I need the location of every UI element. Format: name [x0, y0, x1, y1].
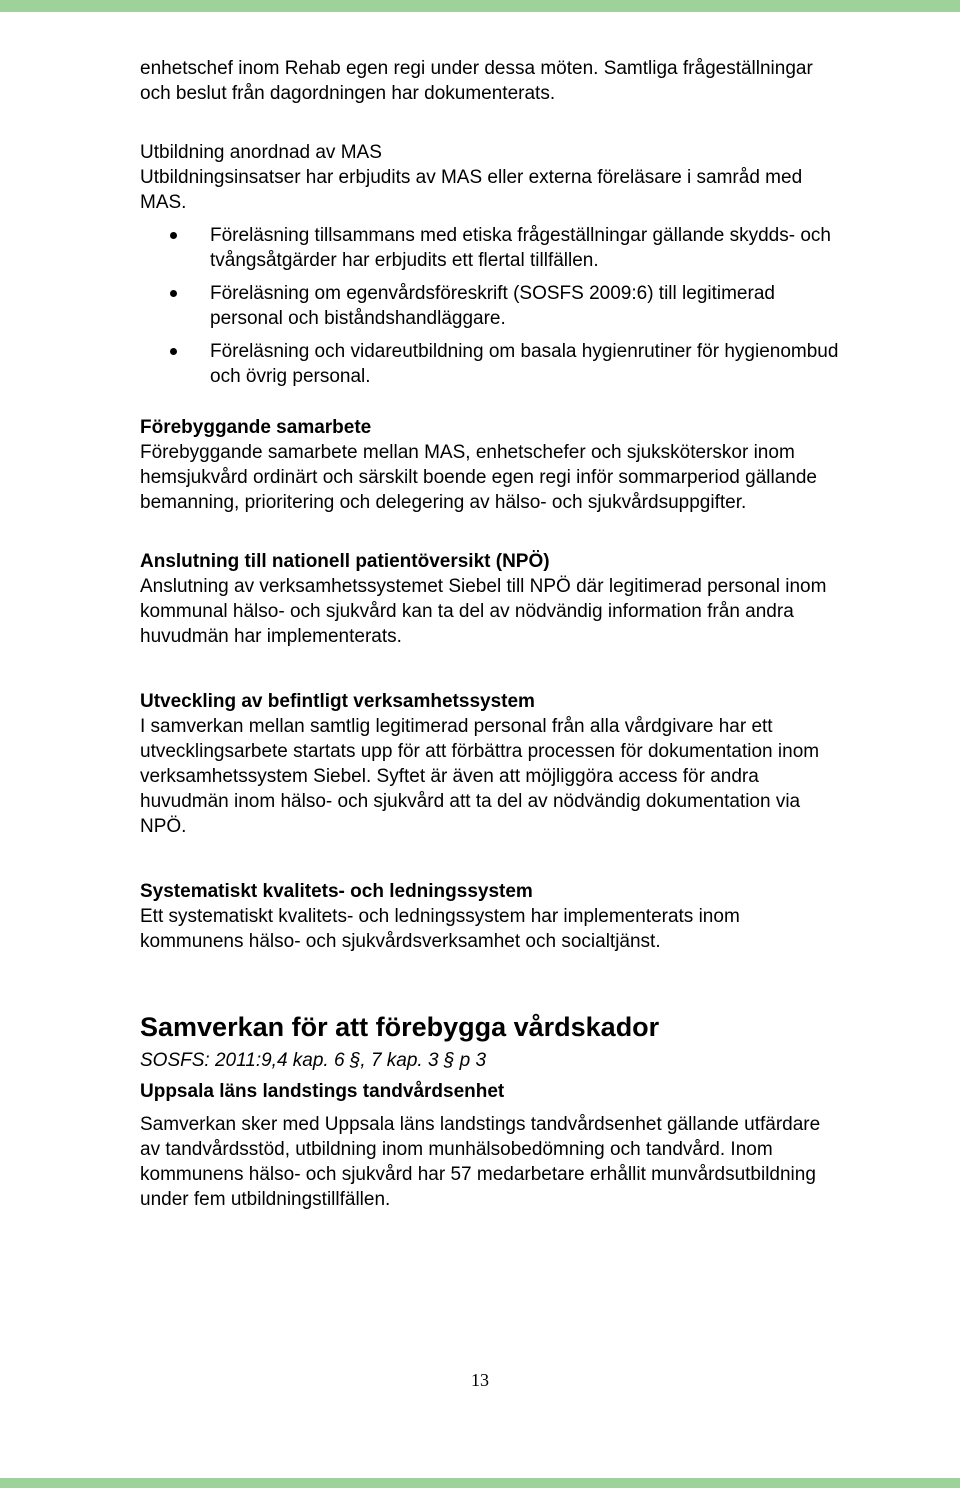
chapter-heading: Samverkan för att förebygga vårdskador	[140, 1012, 660, 1042]
section-npo	[140, 549, 840, 649]
list-item-text: Föreläsning tillsammans med etiska frågeställningar gällande skydds- och tvångsåtgärder har erbjudits ett flertal tillfällen.	[210, 225, 831, 271]
section-forebyggande	[140, 415, 840, 515]
page-border-bottom	[0, 1478, 960, 1488]
section-heading-utveckling: Utveckling av befintligt verksamhetssystem	[140, 691, 535, 712]
section-heading-forebyggande: Förebyggande samarbete	[140, 417, 372, 438]
list-item-text: Föreläsning om egenvårdsföreskrift (SOSFS 2009:6) till legitimerad personal och biståndshandläggare.	[210, 283, 775, 329]
section-kvalitet	[140, 879, 840, 954]
bullet-icon	[170, 232, 177, 239]
page-number: 13	[471, 1370, 489, 1390]
list-item	[140, 281, 840, 331]
intro-paragraph: enhetschef inom Rehab egen regi under dessa möten. Samtliga frågeställningar och beslut från dagordningen har dokumenterats.	[140, 58, 813, 104]
chapter-text: Samverkan sker med Uppsala läns landstings tandvårdsenhet gällande utfärdare av tandvårdsstöd, utbildning inom munhälsobedömning och tandvård. Inom kommunens hälso- och sjukvård har 57 medarbetare erhållit munvårdsutbildning under fem utbildningstillfällen.	[140, 1114, 821, 1210]
section-heading-npo: Anslutning till nationell patientöversikt (NPÖ)	[140, 551, 550, 572]
section-text-kvalitet: Ett systematiskt kvalitets- och ledningssystem har implementerats inom kommunens hälso- och sjukvårdsverksamhet och socialtjänst.	[140, 906, 740, 952]
list-item	[140, 339, 840, 389]
section-heading-mas: Utbildning anordnad av MAS	[140, 142, 382, 163]
section-text-forebyggande: Förebyggande samarbete mellan MAS, enhetschefer och sjuksköterskor inom hemsjukvård ordinärt och särskilt boende egen regi inför sommarperiod gällande bemanning, prioritering och delegering av hälso- och sjukvårdsuppgifter.	[140, 442, 817, 513]
section-utveckling	[140, 689, 840, 839]
chapter-citation: SOSFS: 2011:9,4 kap. 6 §, 7 kap. 3 § p 3	[140, 1050, 487, 1071]
list-item-text: Föreläsning och vidareutbildning om basala hygienrutiner för hygienombud och övrig personal.	[210, 341, 839, 387]
list-item	[140, 223, 840, 273]
bullet-list	[140, 223, 840, 389]
bullet-icon	[170, 290, 177, 297]
section-mas	[140, 140, 840, 389]
section-text-npo: Anslutning av verksamhetssystemet Siebel till NPÖ där legitimerad personal inom kommunal hälso- och sjukvård kan ta del av nödvändig information från andra huvudmän har implementerats.	[140, 576, 827, 647]
bullet-icon	[170, 348, 177, 355]
page-border-top	[0, 0, 960, 12]
section-text-utveckling: I samverkan mellan samtlig legitimerad personal från alla vårdgivare har ett utvecklingsarbete startats upp för att förbättra processen för dokumentation inom verksamhetssystem Siebel. Syftet är även att möjliggöra access för andra huvudmän inom hälso- och sjukvård att ta del av nödvändig dokumentation via NPÖ.	[140, 716, 820, 837]
page-content	[140, 56, 840, 1212]
chapter-subheading: Uppsala läns landstings tandvårdsenhet	[140, 1081, 505, 1102]
section-heading-kvalitet: Systematiskt kvalitets- och ledningssystem	[140, 881, 533, 902]
section-text-mas: Utbildningsinsatser har erbjudits av MAS eller externa föreläsare i samråd med MAS.	[140, 167, 803, 213]
